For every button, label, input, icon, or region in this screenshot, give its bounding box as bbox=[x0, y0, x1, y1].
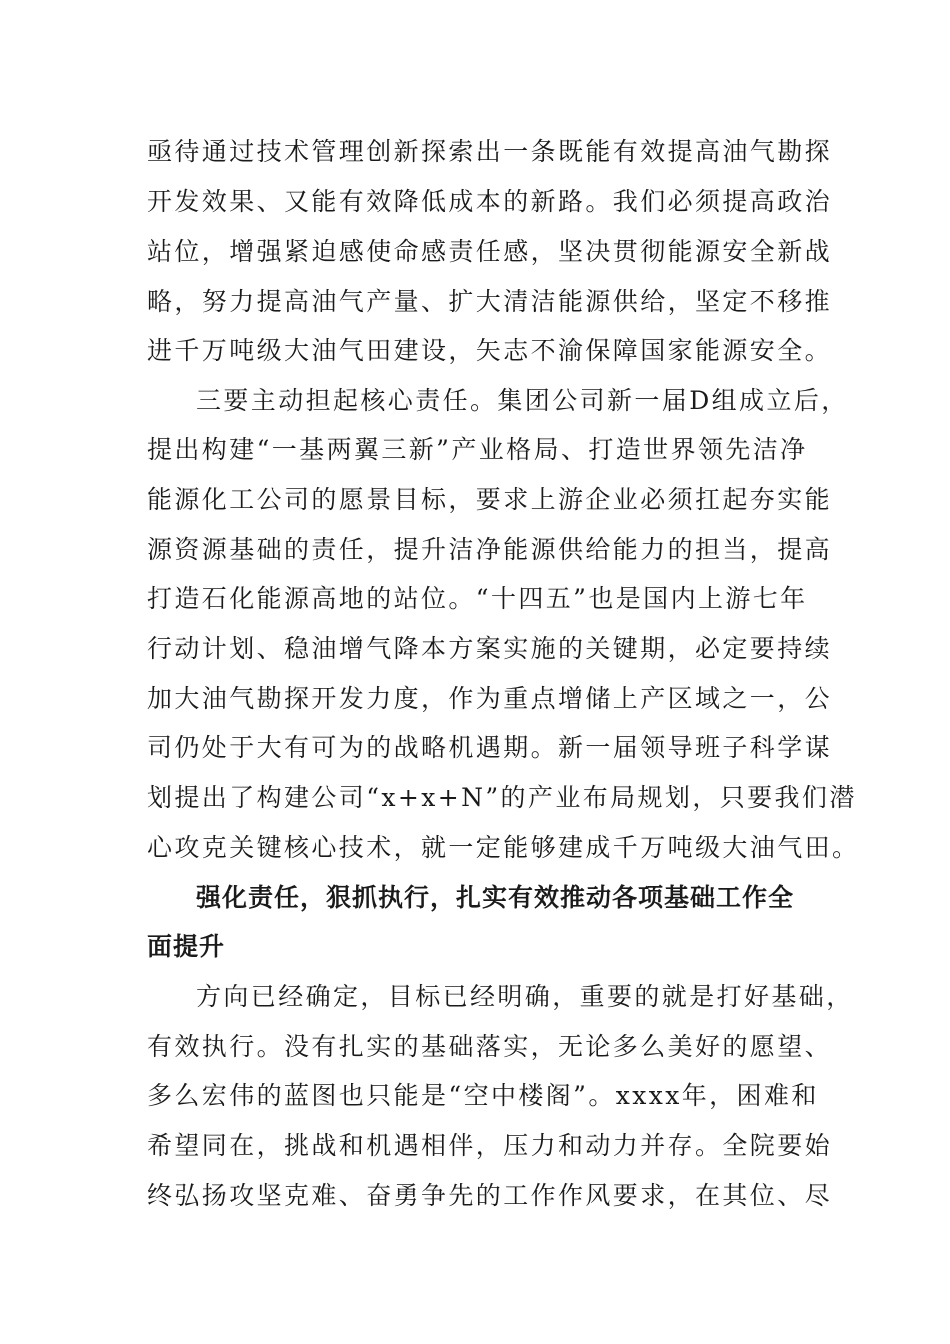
paragraph-line: 终弘扬攻坚克难、奋勇争先的工作作风要求，在其位、尽 bbox=[147, 1181, 833, 1210]
paragraph-line: 站位，增强紧迫感使命感责任感，坚决贯彻能源安全新战 bbox=[147, 237, 833, 266]
paragraph-line: 打造石化能源高地的站位。“十四五”也是国内上游七年 bbox=[147, 584, 808, 613]
paragraph-line: 心攻克关键核心技术，就一定能够建成千万吨级大油气田。 bbox=[147, 833, 860, 862]
paragraph-line: 能源化工公司的愿景目标，要求上游企业必须扛起夯实能 bbox=[147, 485, 833, 514]
paragraph-line: 希望同在，挑战和机遇相伴，压力和动力并存。全院要始 bbox=[147, 1131, 833, 1160]
paragraph-line: 略，努力提高油气产量、扩大清洁能源供给，坚定不移推 bbox=[147, 287, 833, 316]
paragraph-line: 开发效果、又能有效降低成本的新路。我们必须提高政治 bbox=[147, 187, 833, 216]
section-heading: 强化责任，狠抓执行，扎实有效推动各项基础工作全 bbox=[196, 883, 795, 912]
paragraph-line: 亟待通过技术管理创新探索出一条既能有效提高油气勘探 bbox=[147, 137, 833, 166]
section-heading: 面提升 bbox=[147, 932, 226, 961]
paragraph-line: 提出构建“一基两翼三新”产业格局、打造世界领先洁净 bbox=[147, 435, 808, 464]
paragraph-line: 方向已经确定，目标已经明确，重要的就是打好基础， bbox=[196, 982, 854, 1011]
paragraph-line: 多么宏伟的蓝图也只能是“空中楼阁”。xxxx年，困难和 bbox=[147, 1081, 819, 1110]
paragraph-line: 司仍处于大有可为的战略机遇期。新一届领导班子科学谋 bbox=[147, 733, 833, 762]
paragraph-line: 三要主动担起核心责任。集团公司新一届D组成立后， bbox=[196, 386, 849, 415]
paragraph-line: 行动计划、稳油增气降本方案实施的关键期，必定要持续 bbox=[147, 634, 833, 663]
paragraph-line: 进千万吨级大油气田建设，矢志不渝保障国家能源安全。 bbox=[147, 336, 833, 365]
paragraph-line: 有效执行。没有扎实的基础落实，无论多么美好的愿望、 bbox=[147, 1032, 833, 1061]
paragraph-line: 源资源基础的责任，提升洁净能源供给能力的担当，提高 bbox=[147, 535, 833, 564]
paragraph-line: 加大油气勘探开发力度，作为重点增储上产区域之一，公 bbox=[147, 684, 833, 713]
paragraph-line: 划提出了构建公司“x+x+N”的产业布局规划，只要我们潜 bbox=[147, 783, 857, 812]
